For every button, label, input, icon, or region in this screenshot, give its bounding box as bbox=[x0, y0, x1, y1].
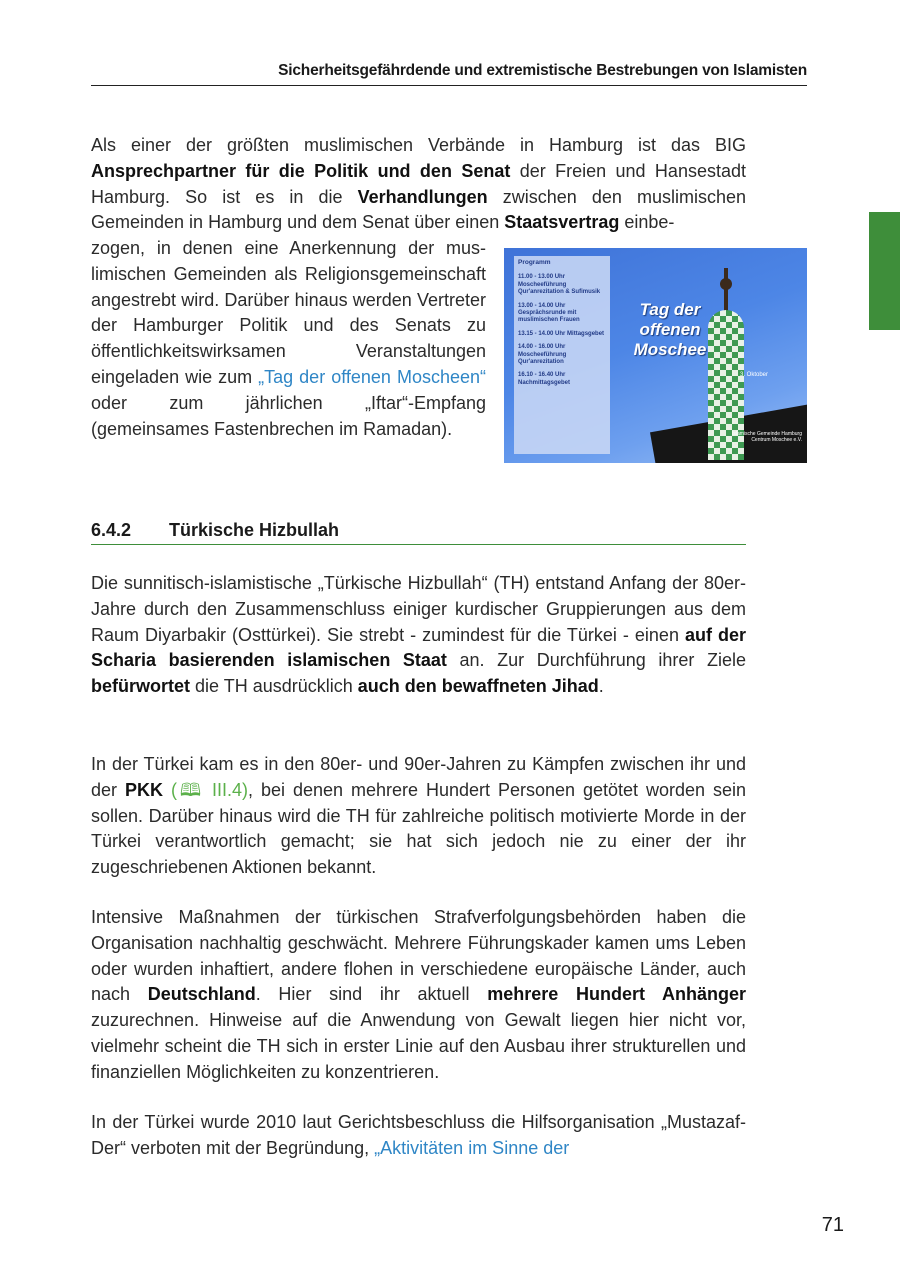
bold-run: Staatsvertrag bbox=[504, 212, 620, 233]
section-title: Türkische Hizbullah bbox=[169, 520, 340, 540]
running-title: Sicherheitsgefährdende und extremistische Bestrebungen von Islamisten bbox=[278, 62, 807, 79]
bold-run: auf der Scharia basierenden islamischen Staat bbox=[91, 624, 746, 671]
text-run: oder zum jährlichen „Iftar“-Empfang (gemeinsames Fastenbrechen im Ramadan). bbox=[91, 392, 486, 439]
bold-run: Verhandlungen bbox=[357, 186, 488, 207]
text-run: zogen, in denen eine Anerkennung der muslimischen Gemeinden als Religionsgemeinschaft angestrebt wird. Darüber hinaus werden Vertreter der Hamburger Politik und des Senats zu öffentlichkeitswirksamen Veranstaltungen eingeladen wie zum bbox=[91, 238, 486, 387]
mosque-poster-image bbox=[504, 248, 807, 463]
text-run: . bbox=[598, 676, 604, 697]
program-item: 13.00 - 14.00 Uhr Gesprächsrunde mit muslimischen Frauen bbox=[518, 302, 580, 324]
text-run: der Freien und Hansestadt Hamburg. So ist es in die bbox=[91, 160, 746, 207]
paragraph-hizbullah-origin bbox=[91, 571, 746, 700]
chapter-tab bbox=[869, 212, 900, 330]
text-run: an. Zur Durchführung ihrer Ziele bbox=[446, 650, 746, 671]
text-run: . Hier sind ihr aktuell bbox=[255, 984, 488, 1005]
paragraph-ban bbox=[91, 1110, 746, 1162]
header-rule bbox=[91, 85, 807, 86]
text-run: , bei denen mehrere Hundert Personen getötet worden sein sollen. Darüber hinaus wird die TH für zahlreiche politisch motivierte Morde in der Türkei verantwortlich gemacht; sie hat sich jedoch nie zu einer der ihr zugeschriebenen Aktionen bekannt. bbox=[91, 779, 746, 878]
program-title: Programm bbox=[518, 259, 551, 266]
paragraph-intro bbox=[91, 133, 746, 236]
link-tag-der-offenen-moscheen[interactable]: „Tag der offenen Moscheen“ bbox=[258, 366, 486, 387]
program-item: 13.15 - 14.00 Uhr Mittagsgebet bbox=[518, 330, 605, 337]
minaret-ball bbox=[720, 278, 732, 290]
text-run: Intensive Maßnahmen der türkischen Strafverfolgungsbehörden haben die Organisation nachhaltig geschwächt. Mehrere Führungskader kamen ums Leben oder wurden inhaftiert, andere flohen in verschiedene europäische Länder, auch nach bbox=[91, 907, 746, 1005]
paragraph-measures bbox=[91, 905, 746, 1086]
program-panel bbox=[514, 256, 610, 454]
bold-run: mehrere Hundert Anhänger bbox=[487, 984, 746, 1005]
paragraph-intro-continued bbox=[91, 236, 486, 442]
text-run: Die sunnitisch-islamistische „Türkische Hizbullah“ (TH) entstand Anfang der 80er-Jahre durch den Zusammenschluss einiger kurdischer Gruppierungen aus dem Raum Diyarbakir (Osttürkei). Sie strebt - zumindest für die Türkei - einen bbox=[91, 573, 746, 645]
text-run: In der Türkei kam es in den 80er- und 90er-Jahren zu Kämpfen zwischen ihr und der bbox=[91, 754, 746, 800]
paragraph-conflicts bbox=[91, 752, 746, 881]
bold-run: Deutschland bbox=[147, 984, 256, 1005]
bold-run: befürwortet bbox=[91, 676, 190, 697]
text-run: zwischen den muslimischen Gemeinden in Hamburg und dem Senat über einen bbox=[91, 186, 746, 233]
text-run: die TH ausdrücklich bbox=[190, 676, 358, 697]
cross-reference-link[interactable]: (🕮 III.4) bbox=[163, 779, 249, 800]
bold-run: PKK bbox=[124, 779, 163, 800]
section-heading bbox=[91, 520, 746, 545]
program-item: 16.10 - 16.40 Uhr Nachmittagsgebet bbox=[518, 372, 571, 386]
text-run: In der Türkei wurde 2010 laut Gerichtsbeschluss die Hilfsorganisation „Mustazaf-Der“ verboten mit der Begründung, bbox=[91, 1112, 746, 1158]
link-activities-quote[interactable]: „Aktivitäten im Sinne der bbox=[374, 1137, 570, 1158]
text-run: zuzurechnen. Hinweise auf die Anwendung von Gewalt liegen hier nicht vor, vielmehr scheint die TH sich in erster Linie auf den Ausbau ihrer strukturellen und finanziellen Möglichkeiten zu konzentrieren. bbox=[91, 1010, 746, 1082]
page-number: 71 bbox=[821, 1214, 844, 1236]
text-run: Als einer der größten muslimischen Verbände in Hamburg ist das BIG bbox=[91, 135, 746, 155]
bold-run: Ansprechpartner für die Politik und den Senat bbox=[91, 160, 511, 181]
poster-organization: Islamische Gemeinde Hamburg Centrum Moschee e.V. bbox=[731, 431, 802, 443]
poster-title: Tag der offenen Moschee bbox=[633, 300, 707, 359]
text-run: einbe- bbox=[619, 212, 675, 233]
poster-date: 3. Oktober bbox=[740, 372, 769, 378]
bold-run: auch den bewaffneten Jihad bbox=[357, 676, 599, 697]
section-number: 6.4.2 bbox=[91, 520, 132, 540]
program-item: 14.00 - 16.00 Uhr Moscheeführung Qur'anrezitation bbox=[518, 344, 567, 366]
program-item: 11.00 - 13.00 Uhr Moscheeführung Qur'anrezitation & Sufimusik bbox=[518, 274, 601, 296]
